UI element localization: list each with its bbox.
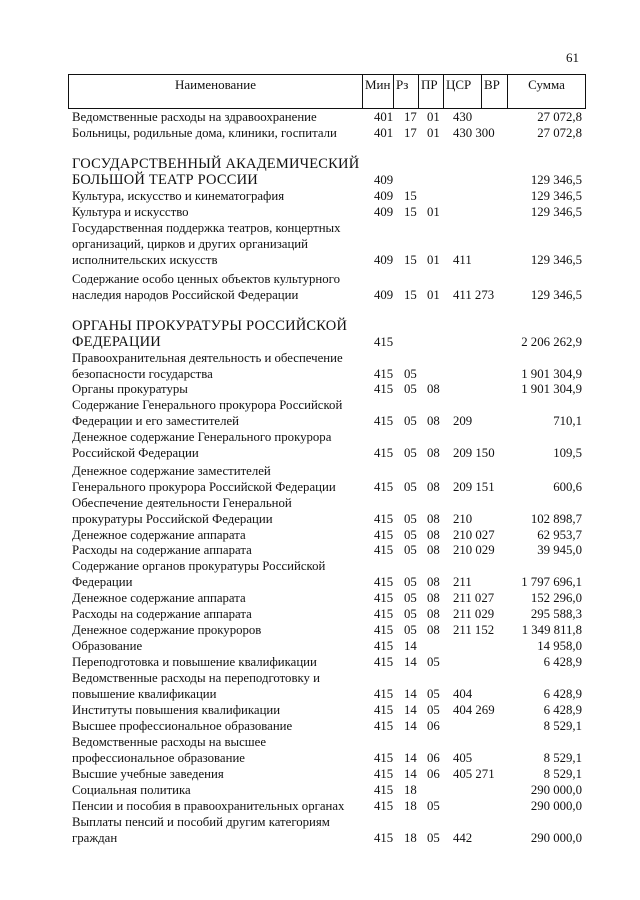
row-rz: 05: [404, 607, 417, 621]
row-min: 415: [374, 575, 394, 589]
row-pr: 06: [427, 767, 440, 781]
row-min: 415: [374, 591, 394, 605]
row-sum: 290 000,0: [530, 783, 582, 797]
row-name: повышение квалификации: [72, 687, 217, 701]
row-rz: 05: [404, 512, 417, 526]
row-sum: 62 953,7: [537, 528, 582, 542]
row-pr: 06: [427, 719, 440, 733]
row-rz: 15: [404, 205, 417, 219]
row-name: ФЕДЕРАЦИИ: [72, 334, 161, 350]
row-min: 409: [374, 173, 394, 187]
row-csr: 411 273: [453, 288, 495, 302]
row-rz: 05: [404, 414, 417, 428]
row-rz: 14: [404, 687, 417, 701]
row-sum: 8 529,1: [543, 751, 582, 765]
row-rz: 14: [404, 655, 417, 669]
row-pr: 05: [427, 655, 440, 669]
row-name: профессиональное образование: [72, 751, 245, 765]
row-name: Социальная политика: [72, 783, 191, 797]
column-header-pr: ПР: [418, 75, 443, 108]
row-min: 415: [374, 446, 394, 460]
row-rz: 18: [404, 799, 417, 813]
row-name: исполнительских искусств: [72, 253, 218, 267]
row-csr: 210 029: [453, 543, 495, 557]
row-rz: 17: [404, 126, 417, 140]
row-pr: 01: [427, 288, 440, 302]
row-sum: 6 428,9: [543, 703, 582, 717]
row-pr: 08: [427, 591, 440, 605]
row-min: 415: [374, 367, 394, 381]
row-csr: 210 027: [453, 528, 495, 542]
row-csr: 211 029: [453, 607, 495, 621]
row-rz: 14: [404, 639, 417, 653]
column-header-min: Мин: [362, 75, 393, 108]
row-rz: 05: [404, 446, 417, 460]
row-min: 415: [374, 687, 394, 701]
row-min: 415: [374, 799, 394, 813]
row-rz: 05: [404, 591, 417, 605]
row-csr: 430 300: [453, 126, 495, 140]
row-min: 415: [374, 719, 394, 733]
row-rz: 17: [404, 110, 417, 124]
row-pr: 05: [427, 703, 440, 717]
column-header-csr: ЦСР: [443, 75, 481, 108]
row-pr: 08: [427, 382, 440, 396]
row-pr: 01: [427, 253, 440, 267]
row-sum: 295 588,3: [530, 607, 582, 621]
row-min: 415: [374, 382, 394, 396]
row-sum: 1 797 696,1: [521, 575, 582, 589]
row-name: Высшие учебные заведения: [72, 767, 224, 781]
row-name: Ведомственные расходы на высшее: [72, 735, 267, 749]
row-name: ОРГАНЫ ПРОКУРАТУРЫ РОССИЙСКОЙ: [72, 318, 348, 334]
row-name: Высшее профессиональное образование: [72, 719, 293, 733]
row-sum: 8 529,1: [543, 767, 582, 781]
row-name: Пенсии и пособия в правоохранительных органах: [72, 799, 345, 813]
row-name: безопасности государства: [72, 367, 213, 381]
row-min: 415: [374, 335, 394, 349]
row-min: 415: [374, 639, 394, 653]
row-rz: 15: [404, 189, 417, 203]
row-name: Российской Федерации: [72, 446, 199, 460]
row-min: 409: [374, 288, 394, 302]
row-rz: 05: [404, 367, 417, 381]
row-sum: 102 898,7: [530, 512, 582, 526]
row-name: Культура и искусство: [72, 205, 189, 219]
row-min: 415: [374, 528, 394, 542]
row-pr: 08: [427, 607, 440, 621]
row-pr: 01: [427, 205, 440, 219]
row-sum: 129 346,5: [530, 253, 582, 267]
column-header-name: Наименование: [68, 75, 362, 108]
row-sum: 27 072,8: [537, 126, 582, 140]
row-min: 401: [374, 110, 394, 124]
row-name: Ведомственные расходы на здравоохранение: [72, 110, 317, 124]
row-min: 415: [374, 751, 394, 765]
row-name: Правоохранительная деятельность и обеспечение: [72, 351, 343, 365]
row-name: Содержание Генерального прокурора Российской: [72, 398, 343, 412]
row-rz: 18: [404, 783, 417, 797]
row-csr: 405 271: [453, 767, 495, 781]
row-csr: 209: [453, 414, 473, 428]
row-pr: 08: [427, 623, 440, 637]
row-sum: 1 901 304,9: [521, 382, 582, 396]
row-name: Денежное содержание аппарата: [72, 528, 246, 542]
row-name: прокуратуры Российской Федерации: [72, 512, 273, 526]
row-name: Культура, искусство и кинематография: [72, 189, 285, 203]
row-min: 415: [374, 767, 394, 781]
row-sum: 129 346,5: [530, 173, 582, 187]
row-pr: 06: [427, 751, 440, 765]
row-name: Федерации и его заместителей: [72, 414, 240, 428]
row-csr: 211: [453, 575, 472, 589]
row-min: 409: [374, 189, 394, 203]
row-min: 415: [374, 414, 394, 428]
row-name: Переподготовка и повышение квалификации: [72, 655, 317, 669]
row-sum: 14 958,0: [537, 639, 582, 653]
row-sum: 6 428,9: [543, 655, 582, 669]
row-name: Государственная поддержка театров, концертных: [72, 221, 341, 235]
row-min: 409: [374, 253, 394, 267]
column-header-rz: Рз: [393, 75, 418, 108]
row-name: БОЛЬШОЙ ТЕАТР РОССИИ: [72, 172, 258, 188]
row-sum: 27 072,8: [537, 110, 582, 124]
row-name: Денежное содержание прокуроров: [72, 623, 262, 637]
row-pr: 05: [427, 799, 440, 813]
row-pr: 08: [427, 575, 440, 589]
row-name: Органы прокуратуры: [72, 382, 188, 396]
row-name: Денежное содержание аппарата: [72, 591, 246, 605]
row-sum: 600,6: [553, 480, 582, 494]
row-min: 415: [374, 783, 394, 797]
row-rz: 14: [404, 767, 417, 781]
row-rz: 05: [404, 543, 417, 557]
row-rz: 18: [404, 831, 417, 845]
row-sum: 290 000,0: [530, 831, 582, 845]
row-rz: 05: [404, 623, 417, 637]
row-min: 415: [374, 607, 394, 621]
row-min: 415: [374, 543, 394, 557]
row-csr: 211 027: [453, 591, 495, 605]
row-min: 401: [374, 126, 394, 140]
column-header-sum: Сумма: [507, 75, 586, 108]
row-name: Денежное содержание заместителей: [72, 464, 271, 478]
row-rz: 14: [404, 719, 417, 733]
row-pr: 08: [427, 543, 440, 557]
row-sum: 1 349 811,8: [521, 623, 582, 637]
row-sum: 2 206 262,9: [521, 335, 582, 349]
row-min: 415: [374, 655, 394, 669]
row-pr: 08: [427, 414, 440, 428]
row-name: Федерации: [72, 575, 133, 589]
row-csr: 209 151: [453, 480, 495, 494]
row-csr: 404 269: [453, 703, 495, 717]
row-name: Содержание особо ценных объектов культурного: [72, 272, 340, 286]
row-rz: 05: [404, 575, 417, 589]
row-pr: 08: [427, 512, 440, 526]
row-csr: 404: [453, 687, 473, 701]
row-rz: 14: [404, 751, 417, 765]
row-pr: 01: [427, 126, 440, 140]
column-header-vr: ВР: [481, 75, 507, 108]
row-csr: 442: [453, 831, 473, 845]
row-sum: 1 901 304,9: [521, 367, 582, 381]
row-name: граждан: [72, 831, 118, 845]
row-sum: 6 428,9: [543, 687, 582, 701]
row-min: 409: [374, 205, 394, 219]
row-pr: 08: [427, 480, 440, 494]
row-min: 415: [374, 831, 394, 845]
row-min: 415: [374, 480, 394, 494]
row-sum: 39 945,0: [537, 543, 582, 557]
row-name: Обеспечение деятельности Генеральной: [72, 496, 292, 510]
row-csr: 411: [453, 253, 472, 267]
row-rz: 15: [404, 253, 417, 267]
row-name: Расходы на содержание аппарата: [72, 543, 252, 557]
row-rz: 14: [404, 703, 417, 717]
row-name: Больницы, родильные дома, клиники, госпитали: [72, 126, 337, 140]
row-csr: 211 152: [453, 623, 495, 637]
row-name: наследия народов Российской Федерации: [72, 288, 299, 302]
row-name: Образование: [72, 639, 143, 653]
row-csr: 405: [453, 751, 473, 765]
row-sum: 8 529,1: [543, 719, 582, 733]
page-number: 61: [566, 50, 579, 65]
row-name: Выплаты пенсий и пособий другим категориям: [72, 815, 330, 829]
row-rz: 15: [404, 288, 417, 302]
row-sum: 152 296,0: [530, 591, 582, 605]
row-pr: 08: [427, 528, 440, 542]
row-sum: 129 346,5: [530, 189, 582, 203]
row-sum: 129 346,5: [530, 288, 582, 302]
row-sum: 129 346,5: [530, 205, 582, 219]
row-csr: 209 150: [453, 446, 495, 460]
row-pr: 05: [427, 831, 440, 845]
row-name: организаций, цирков и других организаций: [72, 237, 308, 251]
row-rz: 05: [404, 480, 417, 494]
table-header: [68, 74, 586, 109]
row-min: 415: [374, 512, 394, 526]
row-pr: 08: [427, 446, 440, 460]
row-name: Ведомственные расходы на переподготовку и: [72, 671, 320, 685]
row-sum: 109,5: [553, 446, 582, 460]
row-name: Содержание органов прокуратуры Российской: [72, 559, 326, 573]
row-name: Денежное содержание Генерального прокурора: [72, 430, 332, 444]
row-name: Генерального прокурора Российской Федерации: [72, 480, 336, 494]
row-min: 415: [374, 623, 394, 637]
row-csr: 210: [453, 512, 473, 526]
row-min: 415: [374, 703, 394, 717]
row-name: ГОСУДАРСТВЕННЫЙ АКАДЕМИЧЕСКИЙ: [72, 156, 360, 172]
row-rz: 05: [404, 382, 417, 396]
row-sum: 290 000,0: [530, 799, 582, 813]
row-rz: 05: [404, 528, 417, 542]
row-pr: 01: [427, 110, 440, 124]
row-name: Расходы на содержание аппарата: [72, 607, 252, 621]
row-name: Институты повышения квалификации: [72, 703, 281, 717]
row-sum: 710,1: [553, 414, 582, 428]
row-pr: 05: [427, 687, 440, 701]
row-csr: 430: [453, 110, 473, 124]
